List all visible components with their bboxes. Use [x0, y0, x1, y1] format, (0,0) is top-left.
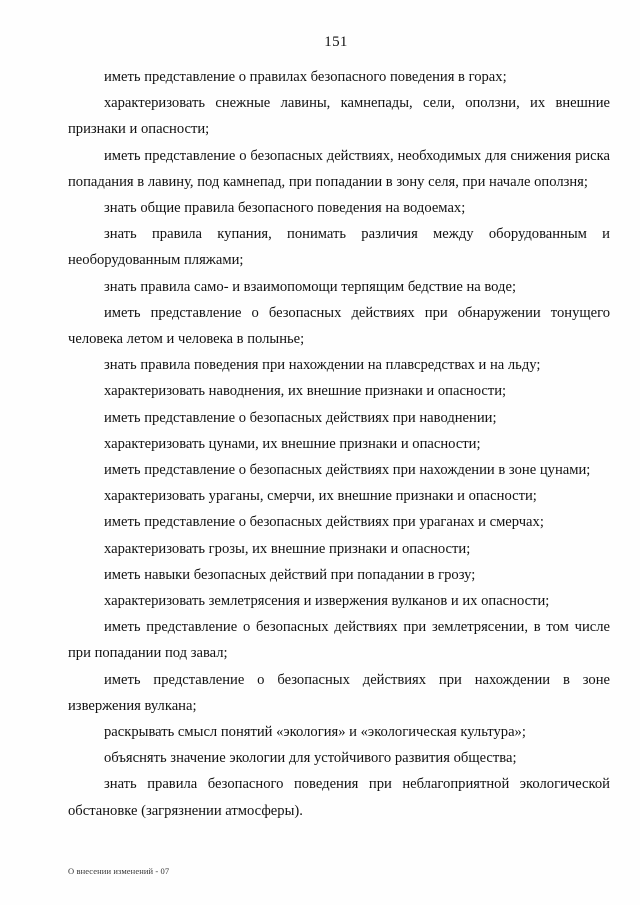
paragraph: характеризовать грозы, их внешние признаки и опасности; [104, 540, 471, 557]
paragraph: иметь представление о безопасных действиях при наводнении; [104, 409, 497, 426]
paragraph: иметь представление о безопасных действиях при землетрясении, в том числе при попадании под завал; [68, 619, 610, 662]
paragraph: иметь представление о безопасных действиях при нахождении в зоне цунами; [104, 462, 591, 479]
page-number: 151 [324, 34, 348, 50]
paragraph: знать общие правила безопасного поведения на водоемах; [104, 200, 466, 217]
paragraph: характеризовать снежные лавины, камнепады, сели, оползни, их внешние признаки и опасности; [68, 95, 610, 138]
paragraph: иметь представление о безопасных действиях при нахождении в зоне извержения вулкана; [68, 671, 610, 714]
paragraph: иметь навыки безопасных действий при попадании в грозу; [104, 566, 476, 583]
paragraph: характеризовать наводнения, их внешние признаки и опасности; [104, 383, 507, 400]
body-text [68, 64, 610, 824]
paragraph: иметь представление о безопасных действиях, необходимых для снижения риска попадания в лавину, под камнепад, при попадании в зону селя, при начале оползня; [68, 147, 610, 190]
paragraph: объяснять значение экологии для устойчивого развития общества; [104, 750, 517, 767]
footer-note: О внесении изменений - 07 [68, 866, 170, 876]
paragraph: знать правила само- и взаимопомощи терпящим бедствие на воде; [104, 278, 517, 295]
paragraph: знать правила безопасного поведения при неблагоприятной экологической обстановке (загрязнении атмосферы). [68, 776, 610, 819]
paragraph: характеризовать цунами, их внешние признаки и опасности; [104, 435, 481, 452]
paragraph: раскрывать смысл понятий «экология» и «экологическая культура»; [104, 724, 526, 741]
paragraph: характеризовать землетрясения и извержения вулканов и их опасности; [104, 593, 550, 610]
paragraph: знать правила поведения при нахождении на плавсредствах и на льду; [104, 357, 541, 374]
paragraph: характеризовать ураганы, смерчи, их внешние признаки и опасности; [104, 488, 537, 505]
paragraph: знать правила купания, понимать различия между оборудованным и необорудованным пляжами; [68, 226, 610, 269]
paragraph: иметь представление о безопасных действиях при ураганах и смерчах; [104, 514, 544, 531]
paragraph: иметь представление о правилах безопасного поведения в горах; [104, 69, 507, 85]
paragraph: иметь представление о безопасных действиях при обнаружении тонущего человека летом и человека в полынье; [68, 304, 610, 348]
